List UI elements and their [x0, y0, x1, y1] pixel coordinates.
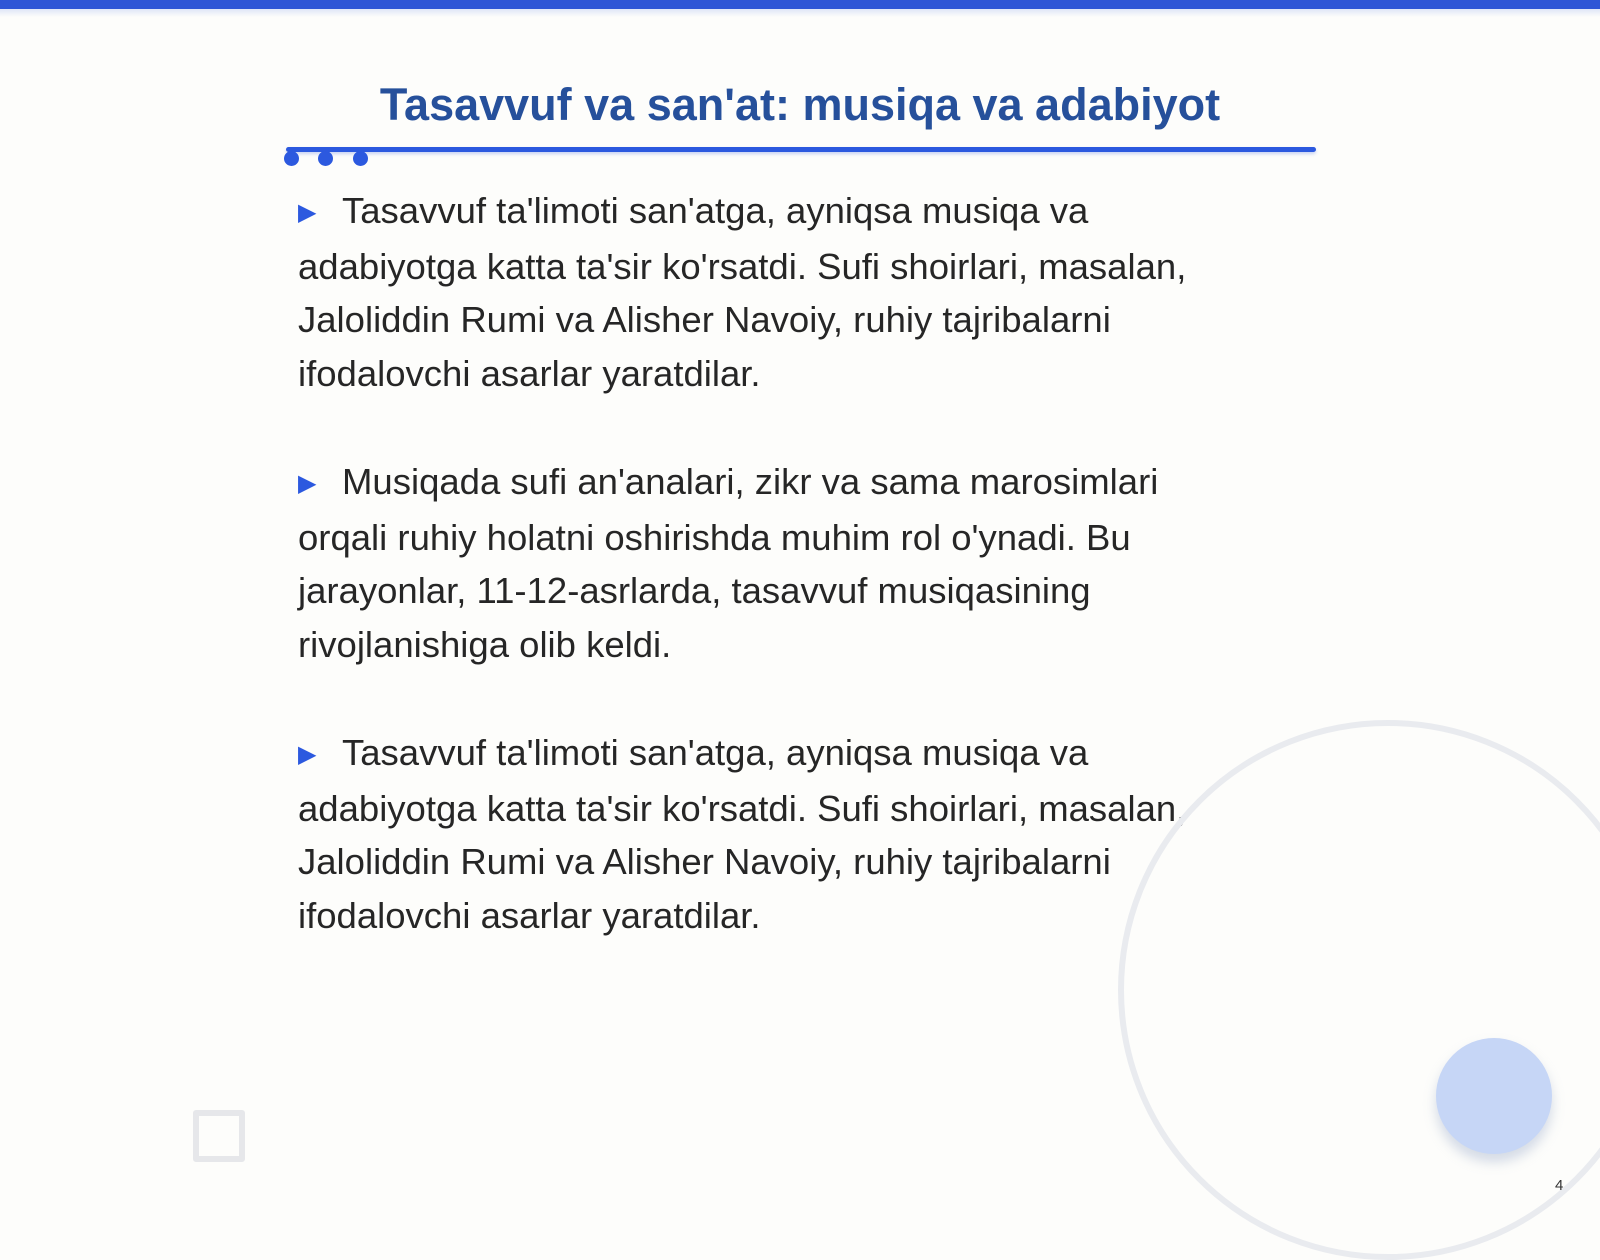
paragraph-line: Musiqada sufi an'analari, zikr va sama marosimlari [342, 461, 1159, 502]
decorative-square [193, 1110, 245, 1162]
paragraph-line: Jaloliddin Rumi va Alisher Navoiy, ruhiy tajribalarni [298, 841, 1111, 882]
bullet-paragraph-2 [298, 455, 1308, 671]
bullet-triangle-icon: ▶ [298, 470, 317, 497]
paragraph-line: jarayonlar, 11-12-asrlarda, tasavvuf musiqasining [298, 570, 1091, 611]
bullet-triangle-icon: ▶ [298, 741, 317, 768]
slide-title: Tasavvuf va san'at: musiqa va adabiyot [379, 79, 1221, 130]
bullet-paragraph-1 [298, 184, 1308, 400]
bullet-triangle-icon: ▶ [298, 199, 317, 226]
paragraph-line: ifodalovchi asarlar yaratdilar. [298, 894, 761, 936]
paragraph-line: adabiyotga katta ta'sir ko'rsatdi. Sufi shoirlari, masalan, [298, 245, 1187, 287]
page-number: 4 [1555, 1177, 1564, 1194]
top-accent-bar-shadow [0, 9, 1600, 17]
paragraph-line: Tasavvuf ta'limoti san'atga, ayniqsa musiqa va [342, 732, 1089, 773]
paragraph-line: orqali ruhiy holatni oshirishda muhim rol o'ynadi. Bu [298, 516, 1131, 558]
paragraph-line: Tasavvuf ta'limoti san'atga, ayniqsa musiqa va [342, 190, 1089, 231]
decorative-circle [1436, 1038, 1552, 1154]
title-underline [286, 147, 1316, 152]
title-underline-dot [353, 151, 368, 166]
top-accent-bar [0, 0, 1600, 9]
paragraph-line: ifodalovchi asarlar yaratdilar. [298, 352, 761, 394]
title-underline-dot [318, 151, 333, 166]
paragraph-line: Jaloliddin Rumi va Alisher Navoiy, ruhiy tajribalarni [298, 299, 1111, 340]
paragraph-line: rivojlanishiga olib keldi. [298, 623, 672, 665]
paragraph-line: adabiyotga katta ta'sir ko'rsatdi. Sufi shoirlari, masalan, [298, 787, 1187, 829]
title-underline-dot [284, 151, 299, 166]
